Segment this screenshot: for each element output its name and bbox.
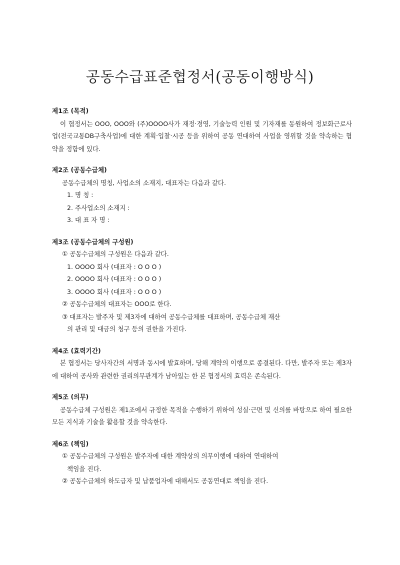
article-3 bbox=[52, 237, 352, 337]
article-2-heading: 제2조 (공동수급체) bbox=[52, 167, 107, 174]
article-4 bbox=[52, 346, 352, 384]
article-6-item-1: ① 공동수급체의 구성원은 발주자에 대한 계약상의 의무이행에 대하여 연대하여 bbox=[62, 453, 279, 460]
article-3-item-3-cont: 의 관리 및 대금의 청구 등의 권한을 가진다. bbox=[67, 326, 187, 333]
article-1-text: 이 협정서는 OOO, OOO와 (주)OOOO사가 재정·경영, 기술능력 인원 및 기자재를 동원하여 정보화근로사업(전국교통DB구축사업)에 대한 계획·입찰·시공 등을 위하여 공동 연대하여 사업을 영위할 것을 약속하는 협약을 정함에 있다. bbox=[52, 120, 352, 153]
article-4-heading: 제4조 (효력기간) bbox=[52, 347, 101, 355]
article-3-item-3: ③ 대표자는 발주자 및 제3자에 대하여 공동수급체를 대표하며, 공동수급체 재산 bbox=[62, 313, 281, 321]
article-2 bbox=[52, 165, 352, 228]
article-2-item: 3. 대 표 자 명 : bbox=[67, 217, 110, 224]
article-6-item-1-cont: 책임을 진다. bbox=[67, 465, 102, 473]
article-1-heading: 제1조 (목적) bbox=[52, 108, 89, 115]
member-item: 1. OOOO 회사 (대표자 : O O O ) bbox=[67, 263, 162, 271]
article-3-item-1: ① 공동수급체의 구성원은 다음과 같다. bbox=[62, 251, 169, 258]
article-2-item: 1. 명 칭 : bbox=[67, 192, 94, 199]
article-6-item-2: ② 공동수급체의 하도급자 및 납품업자에 대해서도 공동연대로 책임을 진다. bbox=[62, 478, 269, 485]
article-2-intro: 공동수급체의 명칭, 사업소의 소재지, 대표자는 다음과 같다. bbox=[62, 179, 227, 187]
article-5-text: 공동수급체 구성원은 제1조에서 규정한 목적을 수행하기 위하여 성실·근면 및 신의를 바탕으로 하여 필요한 모든 지식과 기술을 활용할 것을 약속한다. bbox=[52, 406, 352, 426]
article-6 bbox=[52, 439, 352, 489]
article-6-heading: 제6조 (책임) bbox=[52, 440, 89, 448]
article-5-heading: 제5조 (의무) bbox=[52, 394, 89, 401]
article-3-heading: 제3조 (공동수급체의 구성원) bbox=[52, 238, 134, 246]
member-item: 3. OOOO 회사 (대표자 : O O O ) bbox=[67, 288, 162, 296]
article-5 bbox=[52, 392, 352, 430]
document-title: 공동수급표준협정서(공동이행방식) bbox=[85, 70, 315, 86]
member-item: 2. OOOO 회사 (대표자 : O O O ) bbox=[67, 276, 162, 283]
article-3-item-2: ② 공동수급체의 대표자는 OOO로 한다. bbox=[62, 301, 172, 308]
document-body bbox=[52, 106, 352, 489]
article-2-item: 2. 주사업소의 소재지 : bbox=[67, 204, 130, 212]
article-1 bbox=[52, 106, 352, 156]
article-4-text: 본 협정서는 당사자간의 서명과 동시에 발효하며, 당해 계약의 이행으로 종결된다. 다만, 발주자 또는 제3자에 대하여 공사와 관련한 권리의무관계가 남아있는 한 본 협정서의 효력은 존속된다. bbox=[52, 360, 352, 380]
